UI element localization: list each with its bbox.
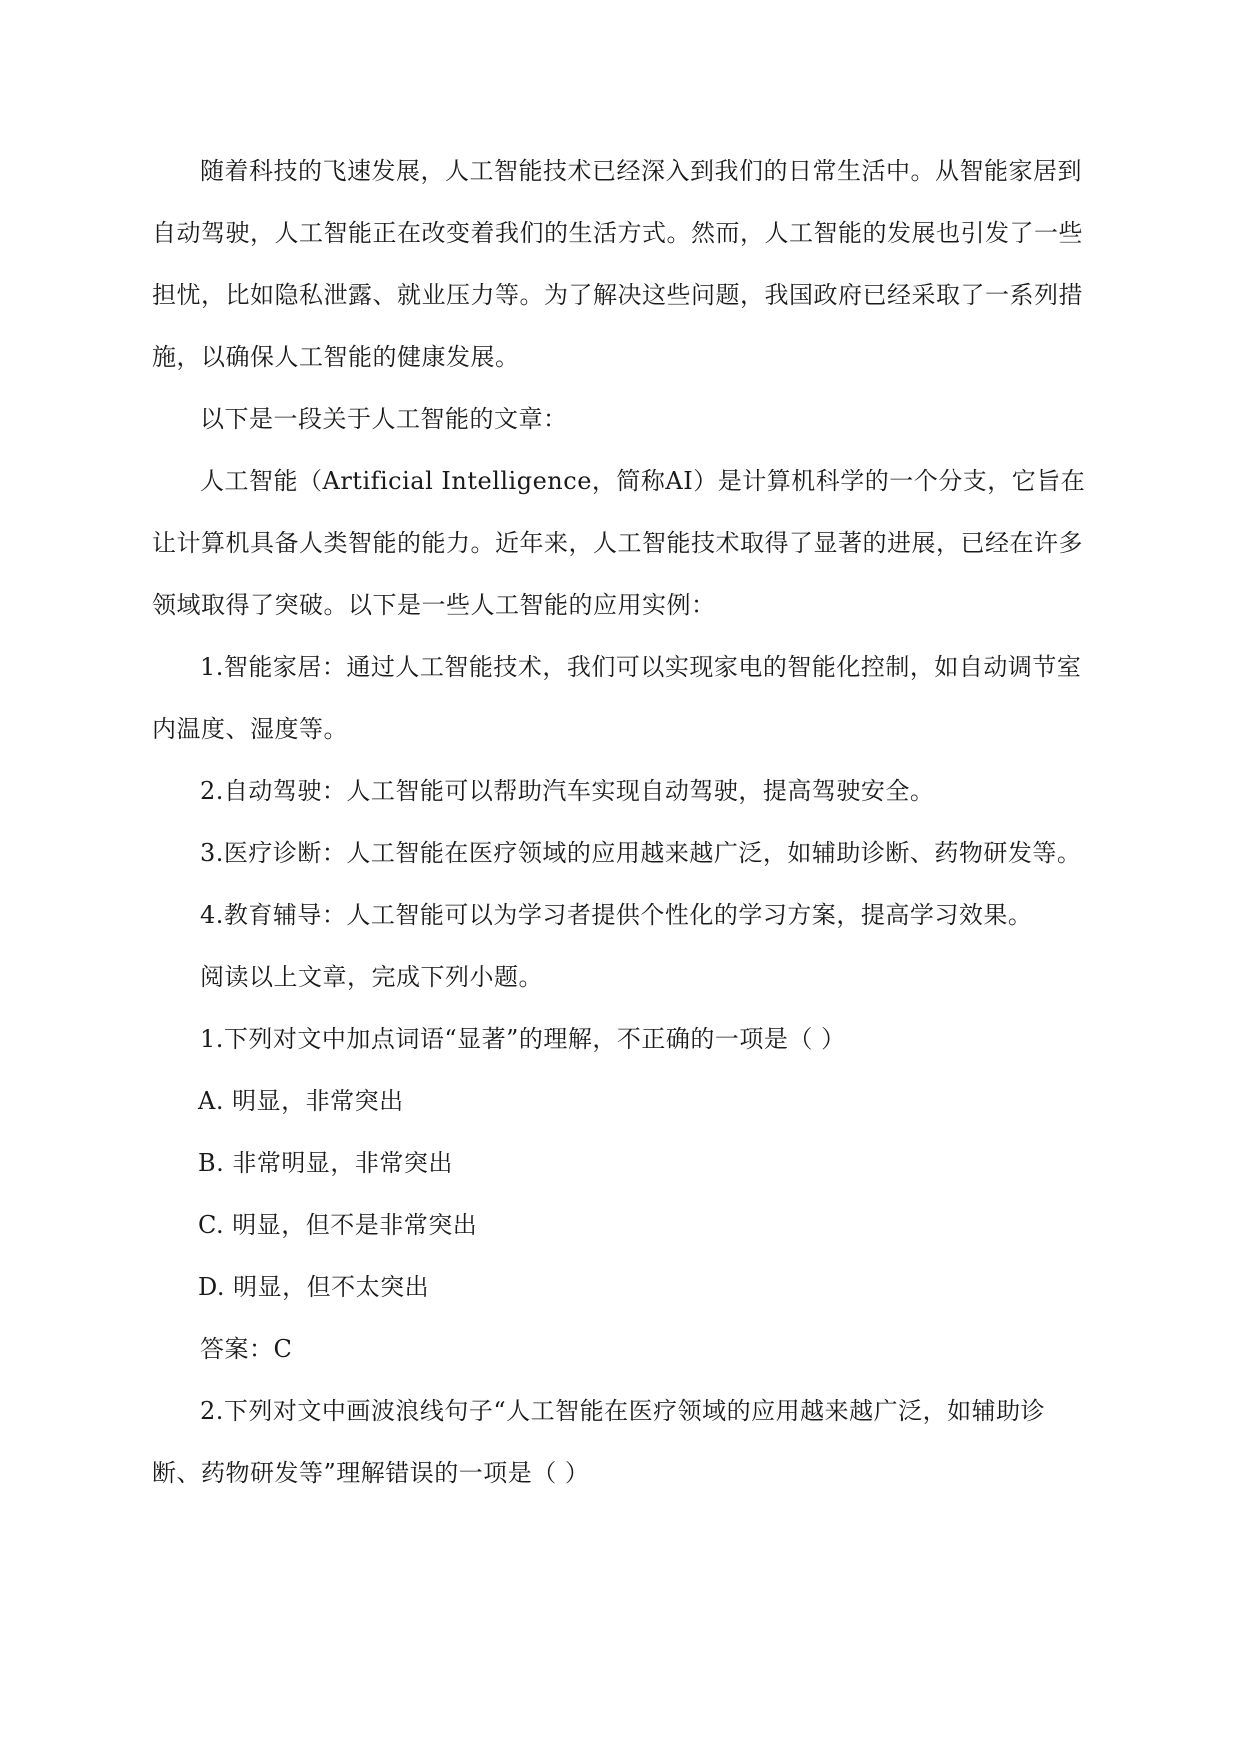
question-1-option-c: C. 明显，但不是非常突出 [198, 1211, 478, 1239]
intro-paragraph: 随着科技的飞速发展，人工智能技术已经深入到我们的日常生活中。从智能家居到自动驾驶，人工智能正在改变着我们的生活方式。然而，人工智能的发展也引发了一些担忧，比如隐私泄露、就业压力等。为了解决这些问题，我国政府已经采取了一系列措施，以确保人工智能的健康发展。 [152, 157, 1083, 371]
question-1-option-b: B. 非常明显，非常突出 [198, 1149, 453, 1177]
instruction-text: 阅读以上文章，完成下列小题。 [200, 963, 543, 991]
question-2-stem: 2.下列对文中画波浪线句子“人工智能在医疗领域的应用越来越广泛，如辅助诊断、药物研发等”理解错误的一项是（ ） [152, 1397, 1046, 1487]
example-item: 2.自动驾驶：人工智能可以帮助汽车实现自动驾驶，提高驾驶安全。 [200, 777, 935, 805]
example-item: 3.医疗诊断：人工智能在医疗领域的应用越来越广泛，如辅助诊断、药物研发等。 [200, 839, 1082, 867]
lead-in-paragraph: 以下是一段关于人工智能的文章： [200, 405, 568, 433]
example-item: 1.智能家居：通过人工智能技术，我们可以实现家电的智能化控制，如自动调节室内温度、湿度等。 [152, 653, 1082, 743]
question-1-stem: 1.下列对文中加点词语“显著”的理解，不正确的一项是（ ） [200, 1025, 846, 1053]
document-body [152, 140, 1090, 1504]
example-item: 4.教育辅导：人工智能可以为学习者提供个性化的学习方案，提高学习效果。 [200, 901, 1033, 929]
question-1-answer: 答案：C [200, 1335, 293, 1363]
article-paragraph: 人工智能（Artificial Intelligence，简称AI）是计算机科学的一个分支，它旨在让计算机具备人类智能的能力。近年来，人工智能技术取得了显著的进展，已经在许多领域取得了突破。以下是一些人工智能的应用实例： [152, 467, 1086, 619]
question-1-option-d: D. 明显，但不太突出 [198, 1273, 430, 1301]
question-1-option-a: A. 明显，非常突出 [198, 1087, 404, 1115]
